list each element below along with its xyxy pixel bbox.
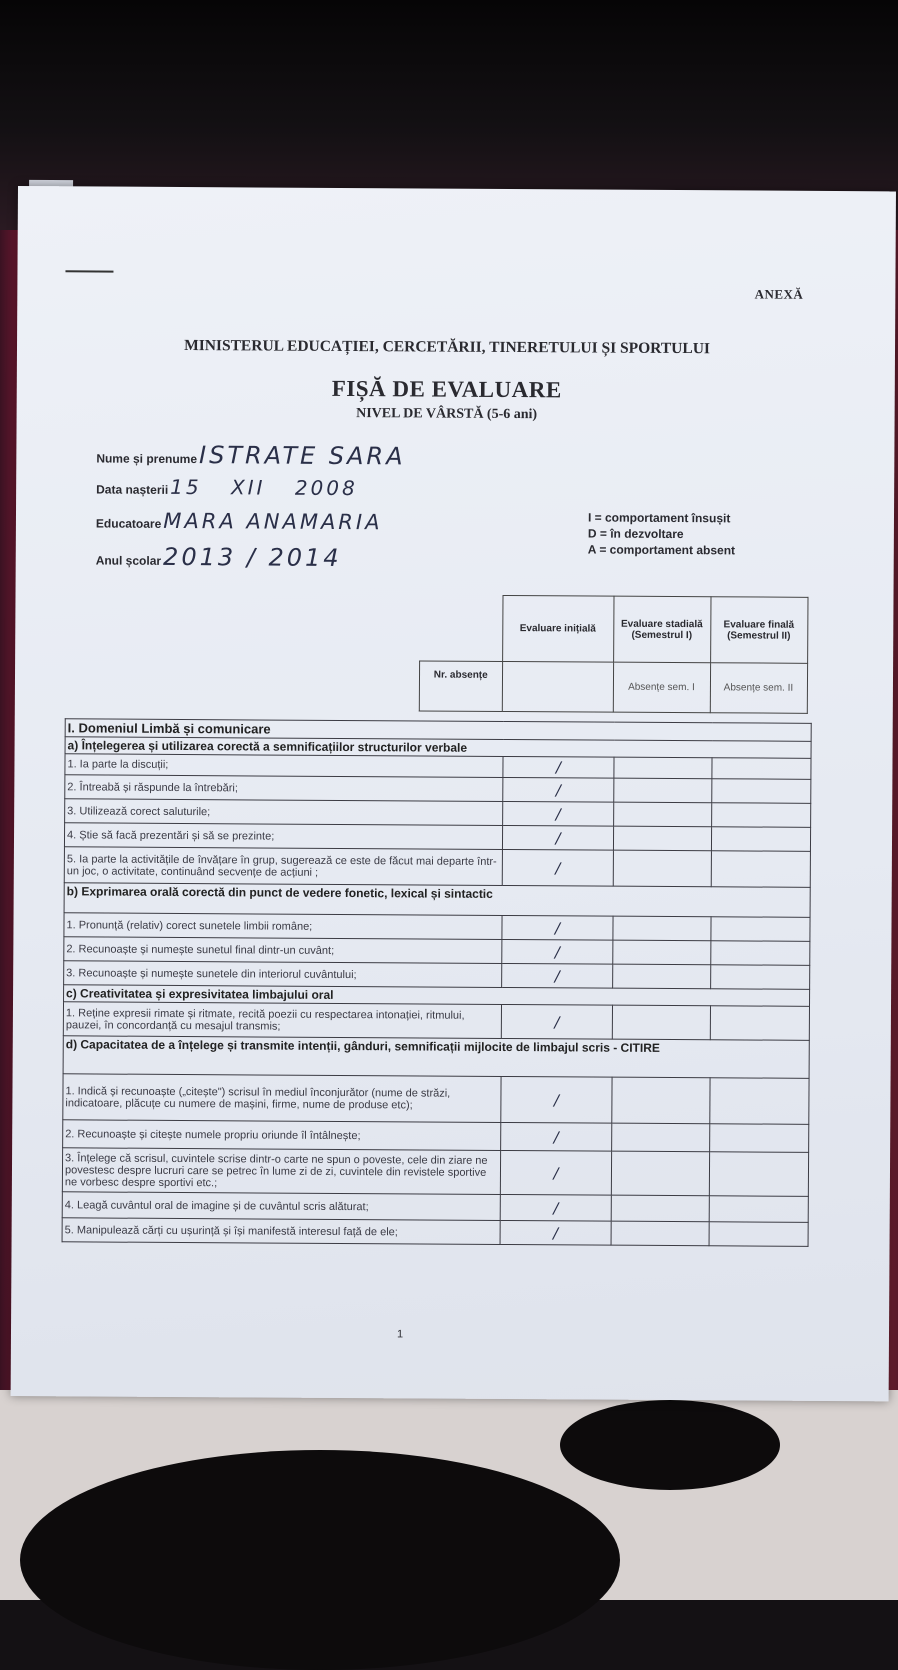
section-title: a) Înțelegerea și utilizarea corectă a semnificațiilor structurilor verbale xyxy=(65,737,811,759)
item-text: 2. Întreabă și răspunde la întrebări; xyxy=(65,775,503,802)
initial-mark: / xyxy=(503,756,614,778)
initial-mark: / xyxy=(501,1122,612,1151)
stadial-cell xyxy=(611,1151,709,1196)
header-final: Evaluare finală (Semestrul II) xyxy=(710,597,807,664)
field-birth-date xyxy=(96,474,358,500)
background-blanket xyxy=(0,1390,898,1600)
header-initial: Evaluare inițială xyxy=(502,595,613,662)
initial-mark: / xyxy=(501,1004,612,1039)
final-cell xyxy=(711,965,810,990)
legend-item: A = comportament absent xyxy=(587,542,736,558)
final-cell xyxy=(711,917,810,942)
item-text: 4. Știe să facă prezentări și să se prezinte; xyxy=(64,823,502,850)
field-value: 2013 / 2014 xyxy=(163,542,342,572)
item-text: 3. Înțelege că scrisul, cuvintele scrise dintr-o carte ne spun o poveste, cele din ziare ne povestesc despre lucruri care se petrec în lume zi de zi, cuvintele din revistele sportive ne vorbesc despre sportivi etc.; xyxy=(62,1148,500,1195)
item-text: 5. Manipulează cărți cu ușurință și își manifestă interesul față de ele; xyxy=(62,1218,500,1245)
table-row xyxy=(63,1002,809,1041)
final-cell xyxy=(709,1196,808,1223)
final-cell xyxy=(712,779,811,804)
initial-mark: / xyxy=(502,849,613,886)
evaluation-sheet xyxy=(11,186,896,1401)
table-row xyxy=(63,1120,809,1153)
stadial-cell xyxy=(613,916,711,941)
section-title: d) Capacitatea de a înțelege și transmite intenții, gânduri, semnificații mijlocite de limbajul scris - CITIRE xyxy=(63,1036,809,1079)
stadial-cell xyxy=(613,850,711,887)
item-text: 5. Ia parte la activitățile de învățare în grup, sugerează ce este de făcut mai departe într-un joc, o activitate, continuând secvențe de acțiuni ; xyxy=(64,847,502,886)
absences-initial-cell xyxy=(502,661,613,712)
item-text: 1. Indică și recunoaște („citește") scrisul în mediul înconjurător (nume de străzi, indicatoare, plăcuțe cu numere de mașini, firme, nume de produse etc); xyxy=(63,1074,501,1123)
initial-mark: / xyxy=(500,1220,611,1245)
final-cell xyxy=(711,827,810,852)
initial-mark: / xyxy=(502,939,613,964)
final-cell xyxy=(709,1222,808,1247)
stadial-cell xyxy=(611,1195,709,1222)
item-text: 3. Recunoaște și numește sunetele din interiorul cuvântului; xyxy=(64,961,502,988)
initial-mark: / xyxy=(502,915,613,940)
table-row xyxy=(62,1218,808,1247)
stadial-cell xyxy=(612,1077,710,1124)
item-text: 2. Recunoaște și citește numele propriu oriunde îl întâlnește; xyxy=(63,1120,501,1151)
field-label: Educatoare xyxy=(95,516,162,531)
item-text: 1. Ia parte la discuții; xyxy=(65,754,503,778)
empty-cell xyxy=(420,595,503,662)
field-name xyxy=(96,440,405,470)
final-cell xyxy=(709,1152,808,1197)
initial-mark: / xyxy=(502,825,613,850)
initial-mark: / xyxy=(503,777,614,802)
document-title: FIȘĂ DE EVALUARE xyxy=(331,375,562,403)
field-label: Anul școlar xyxy=(95,553,162,568)
absences-label: Nr. absențe xyxy=(419,661,502,712)
legend xyxy=(588,509,736,558)
stadial-cell xyxy=(612,1123,710,1152)
stadial-cell xyxy=(613,940,711,965)
stadial-cell xyxy=(613,826,711,851)
item-text: 4. Leagă cuvântul oral de imagine și de cuvântul scris alăturat; xyxy=(62,1192,500,1221)
absences-sem2: Absențe sem. II xyxy=(710,663,807,714)
table-row xyxy=(64,847,810,888)
ministry-header: MINISTERUL EDUCAȚIEI, CERCETĂRII, TINERETULUI ȘI SPORTULUI xyxy=(184,337,711,358)
initial-mark: / xyxy=(500,1150,611,1195)
field-school-year xyxy=(96,542,342,572)
final-cell xyxy=(710,1124,809,1153)
page-number: 1 xyxy=(396,1328,404,1341)
initial-mark: / xyxy=(502,963,613,988)
stadial-cell xyxy=(612,1005,710,1040)
initial-mark: / xyxy=(500,1194,611,1221)
final-cell xyxy=(710,1078,809,1125)
assessment-table xyxy=(62,718,812,1247)
initial-mark: / xyxy=(501,1076,612,1123)
field-value: ISTRATE SARA xyxy=(198,441,406,471)
stadial-cell xyxy=(613,964,711,989)
field-value: MARA ANAMARIA xyxy=(163,508,383,535)
final-cell xyxy=(712,803,811,828)
final-cell xyxy=(710,1006,809,1041)
annex-label: ANEXĂ xyxy=(754,286,804,302)
final-cell xyxy=(711,941,810,966)
item-text: 1. Reține expresii rimate și ritmate, recită poezii cu respectarea intonației, ritmului, pauzei, în concordanță cu mesajul transmis; xyxy=(63,1002,501,1039)
field-label: Data nașterii xyxy=(96,482,169,497)
item-text: 3. Utilizează corect saluturile; xyxy=(65,799,503,826)
blanket-pattern xyxy=(560,1400,780,1490)
field-label: Nume și prenume xyxy=(96,451,198,467)
initial-mark: / xyxy=(503,801,614,826)
document-subtitle: NIVEL DE VÂRSTĂ (5-6 ani) xyxy=(356,406,538,423)
final-cell xyxy=(712,758,811,780)
field-value: 15 XII 2008 xyxy=(170,474,358,501)
header-stadial: Evaluare stadială (Semestrul I) xyxy=(613,596,710,663)
item-text: 1. Pronunță (relativ) corect sunetele limbii române; xyxy=(64,913,502,940)
table-row xyxy=(62,1148,808,1197)
table-row xyxy=(63,1074,809,1125)
item-text: 2. Recunoaște și numește sunetul final dintr-un cuvânt; xyxy=(64,937,502,964)
legend-item: I = comportament însușit xyxy=(587,510,731,526)
legend-item: D = în dezvoltare xyxy=(587,526,684,542)
section-title: c) Creativitatea și expresivitatea limbajului oral xyxy=(64,985,810,1007)
margin-dash xyxy=(65,270,113,272)
section-title: b) Exprimarea orală corectă din punct de vedere fonetic, lexical și sintactic xyxy=(64,883,810,918)
final-cell xyxy=(711,851,810,888)
stadial-cell xyxy=(614,802,712,827)
stadial-cell xyxy=(611,1221,709,1246)
stadial-cell xyxy=(614,757,712,779)
field-teacher xyxy=(96,508,383,534)
evaluation-header-table xyxy=(419,594,808,713)
absences-sem1: Absențe sem. I xyxy=(613,662,710,713)
blanket-pattern xyxy=(20,1450,620,1670)
stadial-cell xyxy=(614,778,712,803)
domain-title: I. Domeniul Limbă și comunicare xyxy=(65,719,811,742)
